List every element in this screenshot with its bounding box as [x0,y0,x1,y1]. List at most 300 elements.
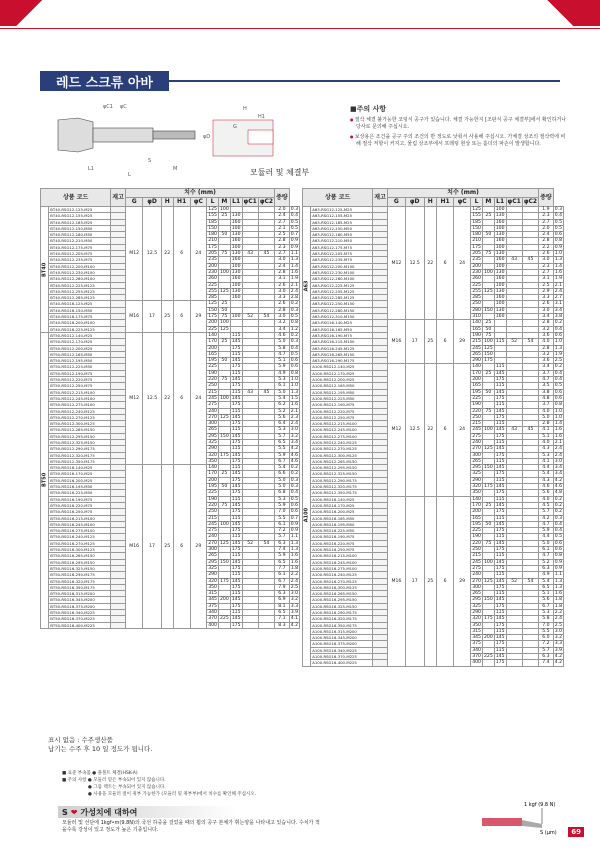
spec-C: 29 [454,496,471,666]
cell: 6.2 [275,402,290,408]
cell: 1.1 [290,251,298,257]
cell: 100 [219,320,229,326]
cell: 1.9 [290,276,298,282]
cell: 3.1 [539,276,554,282]
cell: 175 [495,547,505,553]
cell: 115 [495,610,505,615]
cell: 5.6 [275,414,290,420]
product-code: BT50-RSG16-400-M225 [49,622,111,628]
spec-G: M12 [125,332,143,464]
cell: 115 [231,351,241,357]
cell: 145 [495,370,505,376]
cell: 2.5 [290,584,298,590]
cell: 315 [472,628,481,634]
product-code: BT40-RSG16-200-M100 [49,320,111,326]
cell: 145 [231,540,241,546]
cell: 45 [522,427,538,433]
cell: 3.6 [539,332,554,338]
cell: 5.4 [539,471,554,477]
cell: 7.9 [275,584,290,590]
cell: 3.4 [554,307,562,313]
cell: 4.4 [539,534,554,540]
cell: 1.2 [290,326,298,332]
spec-H: 25 [424,320,436,364]
product-code: BT40-RSG16-125-M25 [49,301,111,307]
cell: 43 [506,427,522,433]
cell: 115 [231,332,241,338]
legend-line: ● 사용을 모듈러 절이 취부 가능한가 (모듈러 및 취부부)에서 치수를 확인해 주십시오. [88,792,257,797]
cell: 190 [208,496,217,502]
cell: 0.5 [554,225,562,231]
cell: 115 [495,421,505,427]
cell: 125 [219,326,229,332]
cell: 0.3 [290,207,298,212]
cell [506,660,522,666]
cell: 245 [472,427,481,433]
cell: 25 [482,213,494,219]
product-code: A100-RSG12-240-M125 [311,439,373,445]
cell: 2.4 [554,446,562,452]
product-code: BT50-RSG16-220-M75 [49,502,111,508]
cell: 3.4 [290,439,298,445]
product-code: A100-RSG16-370-M225 [311,654,373,660]
cell: 75 [482,540,494,546]
cell [242,622,258,628]
cell: 5.3 [275,496,290,502]
cell: 0.5 [554,219,562,225]
cell: 320 [208,578,217,584]
cell: 0.8 [290,320,298,326]
spec-table-right [302,188,564,667]
cell: 0.4 [554,370,562,376]
product-code: A63-RSG12-225-M125 [311,282,373,288]
cell: 115 [231,553,241,559]
cell: 25 [218,339,230,345]
product-code: BT50-RSG12-245-M100 [49,395,111,401]
cell: 215 [472,421,481,427]
cell: 145 [231,616,241,622]
cell: 230 [472,269,481,275]
cell: 185 [208,219,217,225]
cell: 175 [495,660,505,666]
cell: 3.6 [539,358,554,364]
dim-phi-c: φC1 [103,104,113,110]
cell: 175 [208,314,217,320]
product-code: BT40-RSG12-150-M50 [49,225,111,231]
cell: 145 [231,452,241,458]
cell: 250 [472,414,481,420]
cell: 145 [495,389,505,395]
product-code: BT40-RSG16-175-M75 [49,314,111,320]
cell: 4.2 [290,622,298,628]
product-code: BT50-RSG12-320-M175 [49,452,111,458]
cell: 4.1 [539,458,554,464]
cell: 345 [208,597,217,603]
cell: 150 [219,559,229,565]
cell: 125 [208,301,217,307]
product-code: A63-RSG12-310-M150 [311,314,373,320]
product-code: A63-RSG16-290-M175 [311,358,373,364]
cell: 6.1 [275,383,290,389]
group-label: BT50 [41,332,49,628]
spec-G: M16 [125,465,143,629]
cell: 6.4 [275,421,290,427]
cell: 54 [522,339,538,345]
cell: 5.8 [275,345,290,351]
cell: 100 [483,269,493,275]
heart-icon: ❤ [70,807,78,817]
fig-load-label: 1 kgf (9.8 N) [524,802,556,808]
cell: 0.6 [554,540,562,546]
product-code: BT40-RSG12-260-M100 [49,276,111,282]
product-code: BT50-RSG16-245-M100 [49,521,111,527]
cell: 160 [231,219,241,225]
cell: 50 [218,232,230,238]
cell: 115 [495,647,505,653]
product-code: A100-RSG12-325-M150 [311,471,373,477]
cell: 1.6 [290,553,298,559]
cell: 195 [472,521,481,527]
product-code: A100-RSG16-250-M75 [311,547,373,553]
spec-D: 12.5 [405,207,424,320]
cell: 7.2 [275,528,290,534]
cell: 0.9 [554,559,562,565]
cell: 1.3 [554,578,562,584]
cell: 245 [472,559,481,565]
cell: 0.6 [554,547,562,553]
cell [482,660,494,666]
cell: 5.3 [275,427,290,433]
cell: 6.7 [275,578,290,584]
cell: 4.6 [554,484,562,490]
cell: 175 [495,395,505,401]
spec-H: 25 [424,496,436,666]
cell: 375 [208,603,217,609]
cell: 3.0 [554,628,562,634]
fig-s-label: S (μm) [540,830,557,836]
cell: 1.1 [554,572,562,578]
cell: 145 [495,654,505,660]
product-code: A100-RSG16-295-M150 [311,597,373,603]
col-φC: φC [454,198,471,207]
cell: 0.5 [290,351,298,357]
cell: 3.2 [275,320,290,326]
cell: 0.7 [290,232,298,238]
cell: 240 [472,439,481,445]
cell: 115 [231,389,241,395]
product-code: A100-RSG12-220-M75 [311,408,373,414]
product-code: A100-RSG16-165-M50 [311,515,373,521]
cell: 290 [208,446,217,452]
cell: 150 [208,225,217,231]
product-code: A100-RSG16-340-M225 [311,647,373,653]
cell: 50 [218,358,230,364]
cell: 50 [482,326,494,332]
cell: 125 [483,446,493,452]
cell: 0.9 [554,244,562,250]
header-divider [0,28,600,29]
cell: 4.8 [539,395,554,401]
title-rule [169,80,560,82]
cell: 2.6 [275,301,290,307]
col-φD: φD [405,198,424,207]
cell: 130 [495,251,505,257]
product-code: A63-RSG12-255-M125 [311,288,373,294]
cell: 145 [495,427,505,433]
cell: 175 [231,383,241,389]
cell: 75 [482,332,494,338]
cell: 2.4 [275,263,290,269]
cell: 0.5 [290,225,298,231]
product-code: BT50-RSG16-350-M175 [49,584,111,590]
cell: 115 [495,458,505,464]
cell: 3.1 [275,276,290,282]
cell: 115 [495,572,505,578]
cell: 100 [219,521,229,527]
product-code: A100-RSG12-250-M75 [311,414,373,420]
cell: 225 [472,282,481,288]
product-code: A63-RSG12-280-M150 [311,307,373,313]
cell: 145 [495,597,505,603]
cell: 1.3 [290,257,298,263]
cell: 0.4 [290,490,298,496]
header-red-corner-left [0,0,44,26]
cell: 225 [208,364,217,370]
cell: 165 [472,515,481,521]
cell: 225 [208,282,217,288]
cell: 1.0 [554,251,562,257]
note-item: ● 보상용은 조건을 공구 주의 조건의 반 정도로 낮춰서 사용해 주십시오. 가체결 상조의 절삭력에 비해 절삭 저항이 커지고, 물림 상조부에서 프레팅 현상 또는 홀더의 파손이 발생합니다. [350,133,570,148]
cell: 0.2 [554,320,562,326]
cell: 250 [208,383,217,389]
cell: 54 [258,540,274,546]
product-code: A100-RSG16-400-M225 [311,660,373,666]
cell: 50 [218,307,230,313]
col-H1: H1 [436,198,453,207]
cell: 115 [495,339,505,345]
cell: 240 [472,572,481,578]
cell: 3.3 [554,641,562,647]
cell: 1.1 [290,534,298,540]
cell: 100 [231,282,241,288]
cell: 43 [242,251,258,257]
cell: 180 [472,232,481,238]
cell: 2.1 [290,282,298,288]
cell: 190 [472,534,481,540]
product-code: BT50-RSG12-290-M175 [49,446,111,452]
cell: 220 [472,408,481,414]
cell: 175 [495,603,505,609]
cell: 6.5 [539,584,554,590]
cell: 2.1 [275,225,290,231]
product-code: BT40-RSG12-125-M25 [49,207,111,213]
product-code: BT50-RSG16-340-M225 [49,610,111,616]
cell: 220 [472,540,481,546]
product-code: BT50-RSG16-370-M225 [49,616,111,622]
cell: 45 [258,389,274,395]
product-code: BT50-RSG12-300-M125 [49,421,111,427]
cell: 100 [219,207,229,212]
cell: 5.1 [539,591,554,597]
legend-line: ■ 주의 사항 ● 모듈러 밑은 부속되어 있지 않습니다. [62,778,166,783]
cell: 3.0 [539,257,554,263]
cell: 4.1 [290,616,298,622]
cell: 5.9 [275,452,290,458]
cell: 145 [495,521,505,527]
cell: 130 [231,269,241,275]
cell: 130 [495,232,505,238]
cell: 115 [231,446,241,452]
page-title-bar [40,70,560,92]
cell: 320 [208,452,217,458]
cell: 300 [472,452,481,458]
cell: 4.7 [539,553,554,559]
product-code: A63-RSG12-175-M75 [311,244,373,250]
cell: 2.1 [554,439,562,445]
cell: 340 [472,647,481,653]
cell: 0.3 [290,339,298,345]
cell: 225 [472,395,481,401]
cell: 5.6 [539,490,554,496]
cell: 100 [483,427,493,433]
cell: 130 [231,251,241,257]
spec-G: M12 [125,207,143,301]
spec-D: 17 [143,465,161,629]
cell: 2.4 [554,452,562,458]
cell: 130 [495,213,505,219]
cell: 400 [472,660,481,666]
deflection-figure [480,798,560,838]
cell: 115 [495,383,505,389]
notes-heading: ■주의 사항 [350,105,387,113]
product-code: A100-RSG12-350-M175 [311,490,373,496]
cell: 220 [208,502,217,508]
product-code: A100-RSG16-375-M200 [311,641,373,647]
cell: 225 [483,654,493,660]
group-label: A100 [303,364,311,666]
cell: 2.2 [554,610,562,615]
cell: 175 [231,364,241,370]
cell: 280 [472,307,481,313]
caution-notes [350,106,570,150]
cell: 0.4 [554,213,562,219]
cell: 175 [231,421,241,427]
cell: 6.9 [275,597,290,603]
cell: 5.0 [275,477,290,483]
cell: 8.1 [275,603,290,609]
cell: 6.0 [539,635,554,641]
cell: 0.3 [290,484,298,490]
cell: 0.9 [290,521,298,527]
spec-C: 24 [454,364,471,496]
col-G: G [125,198,143,207]
product-code: A63-RSG16-140-M25 [311,320,373,326]
cell: 2.3 [275,244,290,250]
cell: 100 [219,395,229,401]
cell: 6.5 [275,439,290,445]
cell: 290 [208,572,217,578]
cell: 2.4 [554,288,562,294]
product-code: A100-RSG16-220-M75 [311,540,373,546]
cell: 6.1 [539,547,554,553]
note-item: ● 절삭 체결 불가능한 코팅식 공구가 있습니다. 체결 가능한지 [조판식 공구 체결부]에서 확인하거나 당사로 문의해 주십시오. [350,116,570,131]
cell: 145 [231,377,241,383]
col-φC1: φC1 [507,198,521,205]
cell: 345 [472,635,481,641]
cell: 2.8 [290,295,298,301]
product-code: BT50-RSG12-295-M150 [49,433,111,439]
product-code: A100-RSG12-275-M100 [311,433,373,439]
cell: 260 [208,276,217,282]
product-code: BT50-RSG16-275-M100 [49,528,111,534]
spec-H: 22 [424,364,436,496]
cell: 54 [258,314,274,320]
cell: 225 [208,490,217,496]
spec-D: 17 [405,320,424,364]
cell: 290 [472,477,481,483]
cell: 1.3 [290,540,298,546]
cell: 0.5 [290,314,298,320]
product-code: A100-RSG12-320-M175 [311,484,373,490]
cell: 145 [495,578,505,584]
product-code: BT40-RSG12-180-M50 [49,232,111,238]
cell: 3.0 [290,427,298,433]
cell: 230 [208,269,217,275]
cell: 240 [208,408,217,414]
cell: 215 [208,389,217,395]
cell: 1.9 [539,207,554,213]
cell: 370 [208,616,217,622]
cell: 1.0 [290,377,298,383]
cell: 6.5 [275,610,290,616]
cell: 285 [208,295,217,301]
cell: 175 [495,452,505,458]
cell: 4.7 [539,521,554,527]
cell: 255 [472,288,481,294]
cell: 0.2 [290,301,298,307]
cell: 0.2 [290,465,298,471]
cell: 260 [472,276,481,282]
cell: 145 [495,446,505,452]
col-φC2: φC2 [259,198,274,205]
cell: 0.8 [554,402,562,408]
cell: 52 [506,339,522,345]
product-code: A63-RSG16-165-M50 [311,326,373,332]
cell: 155 [208,213,217,219]
spec-D: 12.5 [405,364,424,496]
cell: 45 [522,257,538,263]
spec-H1: 6 [436,320,453,364]
product-code: BT50-RSG12-275-M100 [49,402,111,408]
product-code: BT50-RSG16-215-M100 [49,515,111,521]
cell: 5.3 [539,452,554,458]
cell: 2.7 [275,251,290,257]
cell: 0.4 [554,326,562,332]
cell: 140 [472,364,481,370]
product-code: BT50-RSG16-225-M50 [49,490,111,496]
cell: 145 [231,433,241,439]
cell: 2.2 [290,572,298,578]
cell: 0.8 [554,553,562,559]
cell: 175 [231,528,241,534]
dim-l: L [128,172,131,178]
product-code: BT50-RSG16-170-M25 [49,471,111,477]
cell: 0.3 [554,207,562,212]
cell: 140 [208,332,217,338]
cell: 1.3 [554,345,562,351]
cell: 160 [495,314,505,320]
stock-cell [373,660,388,666]
